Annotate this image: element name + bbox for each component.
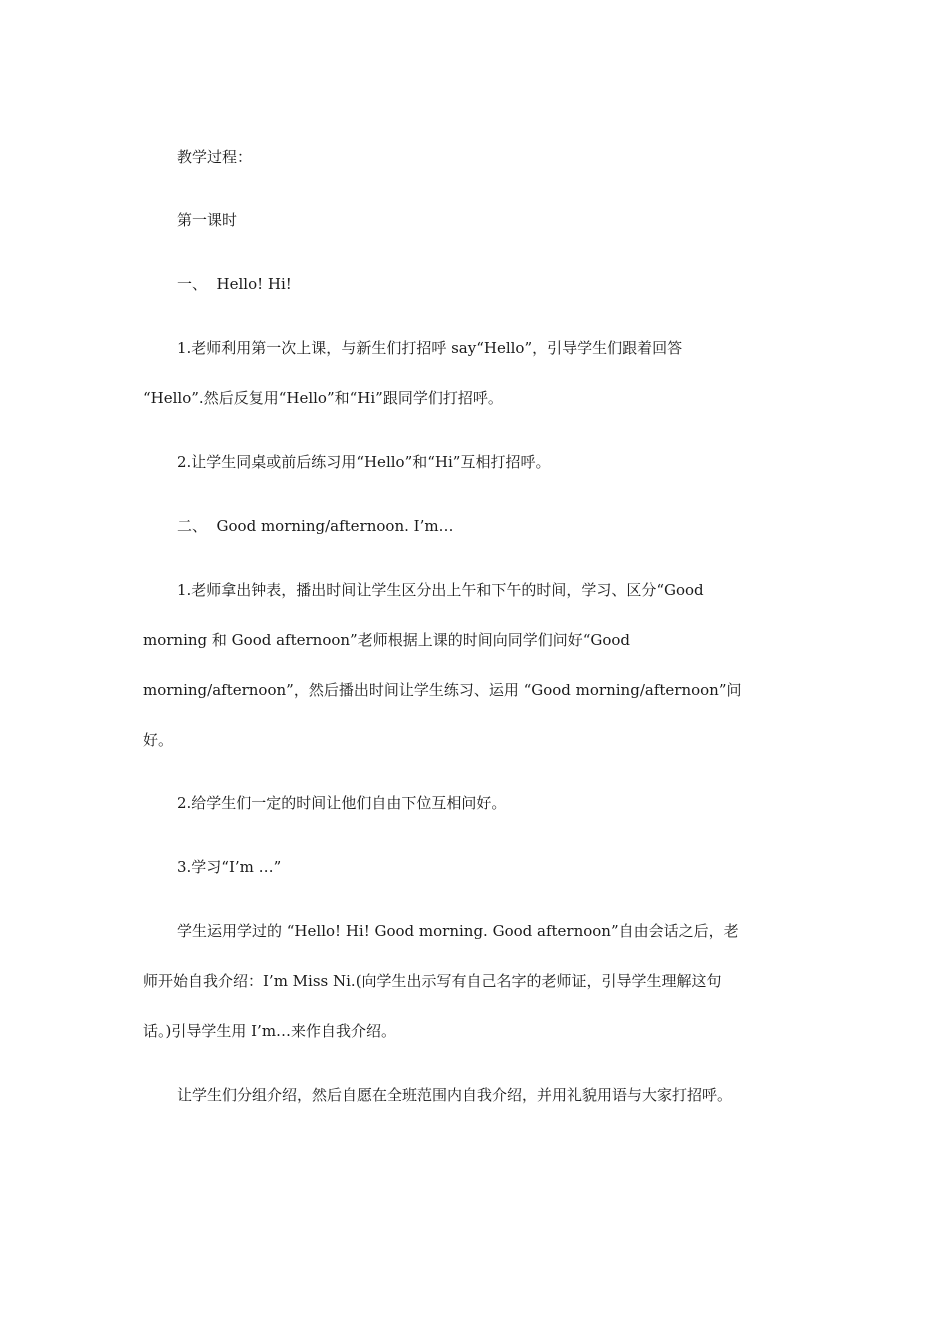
paragraph-line: 1.老师拿出钟表，播出时间让学生区分出上午和下午的时间，学习、区分“Good [177, 581, 704, 599]
paragraph-line: 学生运用学过的 “Hello! Hi! Good morning. Good afternoon”自由会话之后，老 [177, 922, 739, 940]
paragraph-line: morning 和 Good afternoon”老师根据上课的时间向同学们问好“Good [143, 631, 631, 649]
heading-teaching-process: 教学过程： [177, 148, 253, 166]
paragraph-line: 2.让学生同桌或前后练习用“Hello”和“Hi”互相打招呼。 [177, 453, 551, 471]
paragraph-line: 好。 [143, 731, 174, 749]
paragraph-line: “Hello”.然后反复用“Hello”和“Hi”跟同学们打招呼。 [143, 389, 503, 407]
paragraph-line: 3.学习“I’m …” [177, 858, 282, 876]
paragraph-line: 让学生们分组介绍，然后自愿在全班范围内自我介绍，并用礼貌用语与大家打招呼。 [177, 1086, 733, 1104]
paragraph-line: morning/afternoon”，然后播出时间让学生练习、运用 “Good morning/afternoon”问 [143, 681, 742, 699]
paragraph-line: 话。)引导学生用 I’m…来作自我介绍。 [143, 1022, 397, 1040]
section-two-title: 二、 Good morning/afternoon. I’m… [177, 517, 454, 535]
paragraph-line: 1.老师利用第一次上课，与新生们打招呼 say“Hello”，引导学生们跟着回答 [177, 339, 683, 357]
section-one-title: 一、 Hello! Hi! [177, 275, 292, 293]
heading-first-lesson: 第一课时 [177, 211, 238, 229]
paragraph-line: 师开始自我介绍：I’m Miss Ni.(向学生出示写有自己名字的老师证，引导学生理解这句 [143, 972, 722, 990]
paragraph-line: 2.给学生们一定的时间让他们自由下位互相问好。 [177, 794, 507, 812]
